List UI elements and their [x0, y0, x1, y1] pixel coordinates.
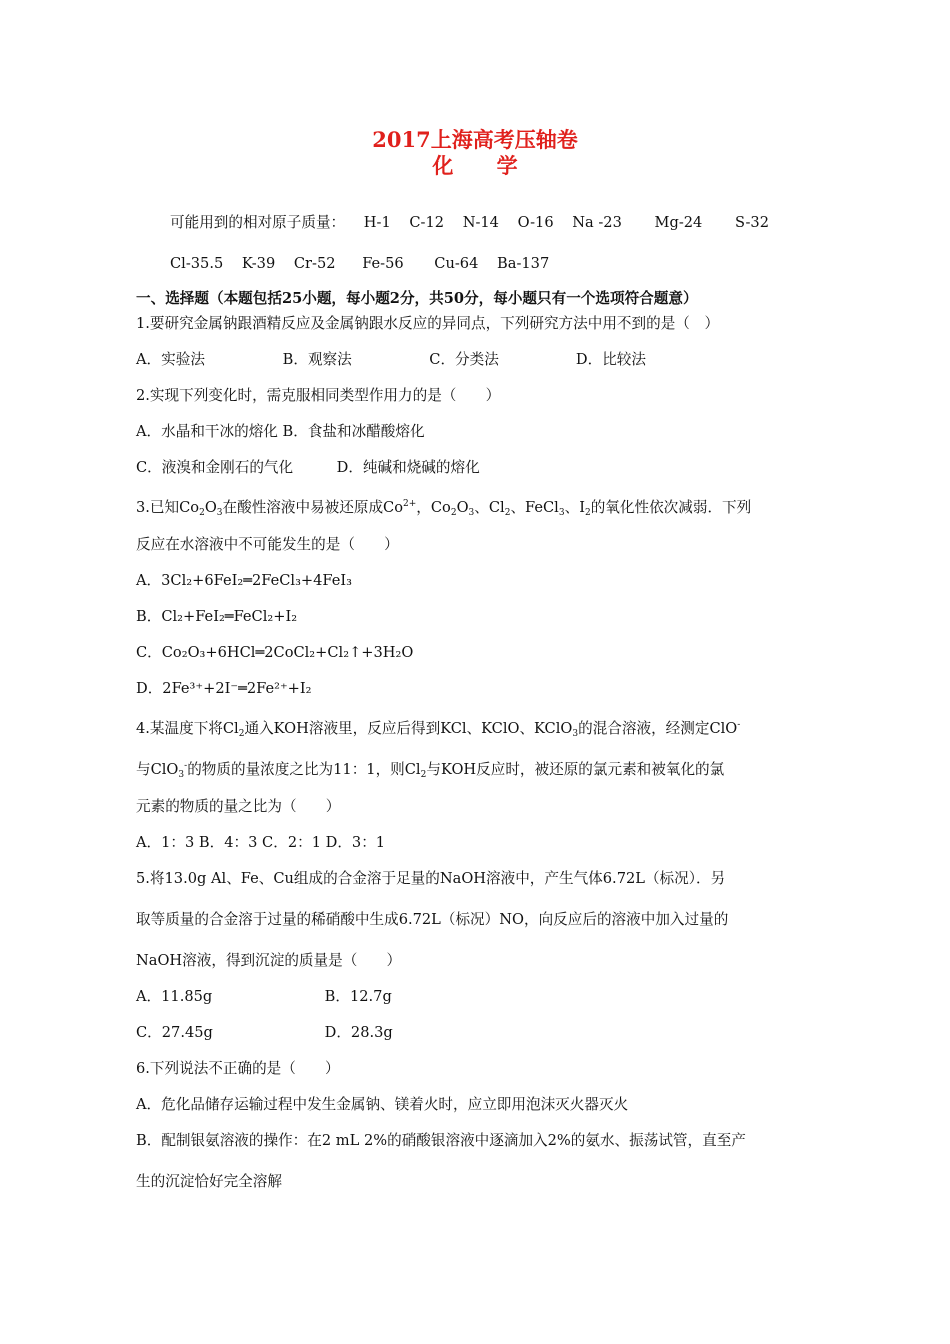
question-5-stem-line-2: 取等质量的合金溶于过量的稀硝酸中生成6.72L（标况）NO，向反应后的溶液中加入过量的 [136, 911, 729, 928]
atomic-mass: Cr-52 [293, 255, 336, 272]
atomic-mass: Mg-24 [654, 214, 703, 231]
question-5-stem-line-3: NaOH溶液，得到沉淀的质量是（ ） [136, 952, 402, 969]
option: D．28.3g [324, 1024, 393, 1041]
question-6-option-b-line-1: B．配制银氨溶液的操作：在2 mL 2%的硝酸银溶液中逐滴加入2%的氨水、振荡试管，直至产 [136, 1132, 746, 1149]
question-1-options [136, 350, 646, 370]
subject-title: 化 学 [432, 153, 536, 178]
question-3-option-a: A．3Cl₂+6FeI₂═2FeCl₃+4FeI₃ [136, 572, 353, 589]
atomic-mass: K-39 [241, 255, 276, 272]
atomic-mass: Cl-35.5 [170, 255, 224, 272]
question-5-stem-line-1: 5.将13.0g Al、Fe、Cu组成的合金溶于足量的NaOH溶液中，产生气体6.72L（标况）．另 [136, 870, 726, 887]
question-2-stem: 2.实现下列变化时，需克服相同类型作用力的是（ ） [136, 387, 501, 404]
question-3-stem-line-1: 3.已知$Co_2O_3$在酸性溶液中易被还原成$Co^{2+}$，$Co_2O_3$、$Cl_2$、FeCl$_3$、$I_2$的氧化性依次减弱．下列 [136, 499, 752, 518]
question-3-stem-line-2: 反应在水溶液中不可能发生的是（ ） [136, 536, 399, 553]
option: D．纯碱和烧碱的熔化 [336, 459, 480, 476]
exam-title: 2017上海高考压轴卷 [372, 127, 578, 152]
atomic-mass: Na -23 [572, 214, 622, 231]
question-6-option-b-line-2: 生的沉淀恰好完全溶解 [136, 1173, 282, 1190]
question-1-stem: 1.要研究金属钠跟酒精反应及金属钠跟水反应的异同点，下列研究方法中用不到的是（ ） [136, 315, 720, 332]
question-4-stem-line-1: 4.某温度下将$Cl_2$通入KOH溶液里，反应后得到KCl、KClO、KClO$_3$的混合溶液，经测定ClO- [136, 720, 741, 739]
atomic-mass: C-12 [409, 214, 445, 231]
option: A．实验法 [136, 351, 205, 368]
atomic-mass-label: 可能用到的相对原子质量： [170, 214, 346, 231]
question-3-option-d: D．2Fe³⁺+2I⁻═2Fe²⁺+I₂ [136, 680, 312, 697]
question-6-stem: 6.下列说法不正确的是（ ） [136, 1060, 340, 1077]
atomic-mass: Ba-137 [497, 255, 550, 272]
question-2-options-cd [136, 458, 480, 478]
atomic-mass-row-2 [170, 254, 563, 274]
atomic-mass: Fe-56 [362, 255, 404, 272]
atomic-mass-row-1 [170, 213, 783, 233]
atomic-mass: O-16 [517, 214, 554, 231]
atomic-mass: Cu-64 [434, 255, 479, 272]
option: B．观察法 [282, 351, 352, 368]
option: A．11.85g [136, 988, 213, 1005]
question-3-option-b: B．Cl₂+FeI₂═FeCl₂+I₂ [136, 608, 298, 625]
question-3-option-c: C．Co₂O₃+6HCl═2CoCl₂+Cl₂↑+3H₂O [136, 644, 414, 661]
atomic-mass: S-32 [734, 214, 770, 231]
option: B．12.7g [324, 988, 392, 1005]
option: D．比较法 [575, 351, 646, 368]
question-4-options: A．1：3 B．4：3 C．2：1 D．3：1 [136, 834, 386, 851]
option: C．27.45g [136, 1024, 213, 1041]
question-5-options-ab [136, 987, 392, 1007]
option: C．分类法 [429, 351, 499, 368]
section-heading: 一、选择题（本题包括25小题，每小题2分，共50分，每小题只有一个选项符合题意） [136, 290, 698, 307]
atomic-mass: H-1 [363, 214, 391, 231]
question-6-option-a: A．危化品储存运输过程中发生金属钠、镁着火时，应立即用泡沫灭火器灭火 [136, 1096, 629, 1113]
atomic-mass: N-14 [462, 214, 499, 231]
question-5-options-cd [136, 1023, 393, 1043]
option: C．液溴和金刚石的气化 [136, 459, 294, 476]
question-4-stem-line-3: 元素的物质的量之比为（ ） [136, 798, 341, 815]
question-4-stem-line-2: 与ClO$_3$-的物质的量浓度之比为11：1，则$Cl_2$与KOH反应时，被还原的氯元素和被氧化的氯 [136, 761, 725, 780]
question-2-options-ab: A．水晶和干冰的熔化 B．食盐和冰醋酸熔化 [136, 423, 425, 440]
